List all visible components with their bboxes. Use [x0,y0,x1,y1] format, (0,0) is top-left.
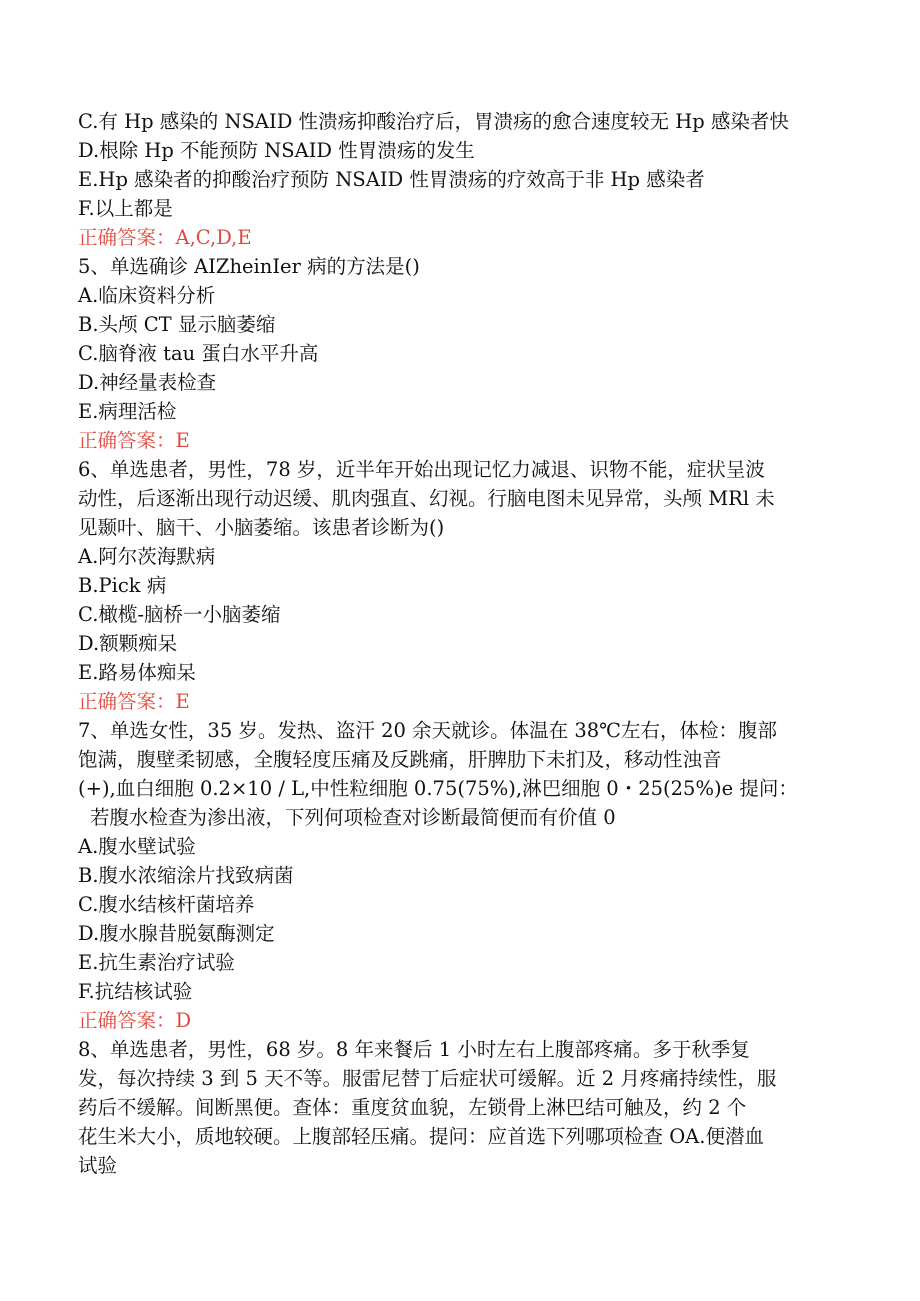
option-e: E.路易体痴呆 [78,661,196,684]
correct-answer: 正确答案：D [78,1009,192,1032]
question-stem: 7、单选女性，35 岁。发热、盗汗 20 余天就诊。体温在 38℃左右，体检：腹部 [78,719,777,742]
question-stem: 饱满，腹壁柔韧感，全腹轻度压痛及反跳痛，肝脾肋下未扪及，移动性浊音 [78,748,722,771]
option-b: B.头颅 CT 显示脑萎缩 [78,313,276,336]
option-a: A.阿尔茨海默病 [78,545,216,568]
option-a: A.腹水壁试验 [78,835,196,858]
option-c: C.有 Hp 感染的 NSAID 性溃疡抑酸治疗后，胃溃疡的愈合速度较无 Hp 感染者快 [78,110,789,133]
option-d: D.额颗痴呆 [78,632,178,655]
option-c: C.橄榄-脑桥一小脑萎缩 [78,603,281,626]
question-stem: 8、单选患者，男性，68 岁。8 年来餐后 1 小时左右上腹部疼痛。多于秋季复 [78,1038,750,1061]
option-e: E.病理活检 [78,400,177,423]
option-d: D.神经量表检查 [78,371,217,394]
correct-answer: 正确答案：A,C,D,E [78,226,252,249]
option-c: C.脑脊液 tau 蛋白水平升高 [78,342,319,365]
option-f: F.抗结核试验 [78,980,193,1003]
question-stem: 见颞叶、脑干、小脑萎缩。该患者诊断为() [78,516,445,539]
document-page [78,107,858,1180]
option-e: E.抗生素治疗试验 [78,951,235,974]
correct-answer: 正确答案：E [78,429,190,452]
question-stem: 发，每次持续 3 到 5 天不等。服雷尼替丁后症状可缓解。近 2 月疼痛持续性，服 [78,1067,777,1090]
question-stem: (+),血白细胞 0.2×10 / L,中性粒细胞 0.75(75%),淋巴细胞 0・25(25%)e 提问： [78,777,798,800]
question-6 [78,455,858,716]
option-d: D.根除 Hp 不能预防 NSAID 性胃溃疡的发生 [78,139,475,162]
question-stem: 5、单选确诊 AIZheinIer 病的方法是() [78,255,420,278]
question-8 [78,1035,858,1180]
option-b: B.Pick 病 [78,574,167,597]
option-e: E.Hp 感染者的抑酸治疗预防 NSAID 性胃溃疡的疗效高于非 Hp 感染者 [78,168,705,191]
question-stem: 动性，后逐渐出现行动迟缓、肌肉强直、幻视。行脑电图未见异常，头颅 MRl 未 [78,487,775,510]
question-5 [78,252,858,455]
question-stem: 试验 [78,1154,118,1177]
correct-answer: 正确答案：E [78,690,190,713]
question-stem: 药后不缓解。间断黑便。查体：重度贫血貌，左锁骨上淋巴结可触及，约 2 个 [78,1096,747,1119]
question-4-tail [78,107,858,252]
option-c: C.腹水结核杆菌培养 [78,893,255,916]
question-stem: 若腹水检查为渗出液，下列何项检查对诊断最简便而有价值 0 [90,806,616,829]
option-f: F.以上都是 [78,197,173,220]
option-b: B.腹水浓缩涂片找致病菌 [78,864,294,887]
option-d: D.腹水腺昔脱氨酶测定 [78,922,275,945]
question-7 [78,716,858,1035]
question-stem: 花生米大小，质地较硬。上腹部轻压痛。提问：应首选下列哪项检查 OA.便潜血 [78,1125,764,1148]
option-a: A.临床资料分析 [78,284,216,307]
question-stem: 6、单选患者，男性，78 岁，近半年开始出现记忆力减退、识物不能，症状呈波 [78,458,765,481]
